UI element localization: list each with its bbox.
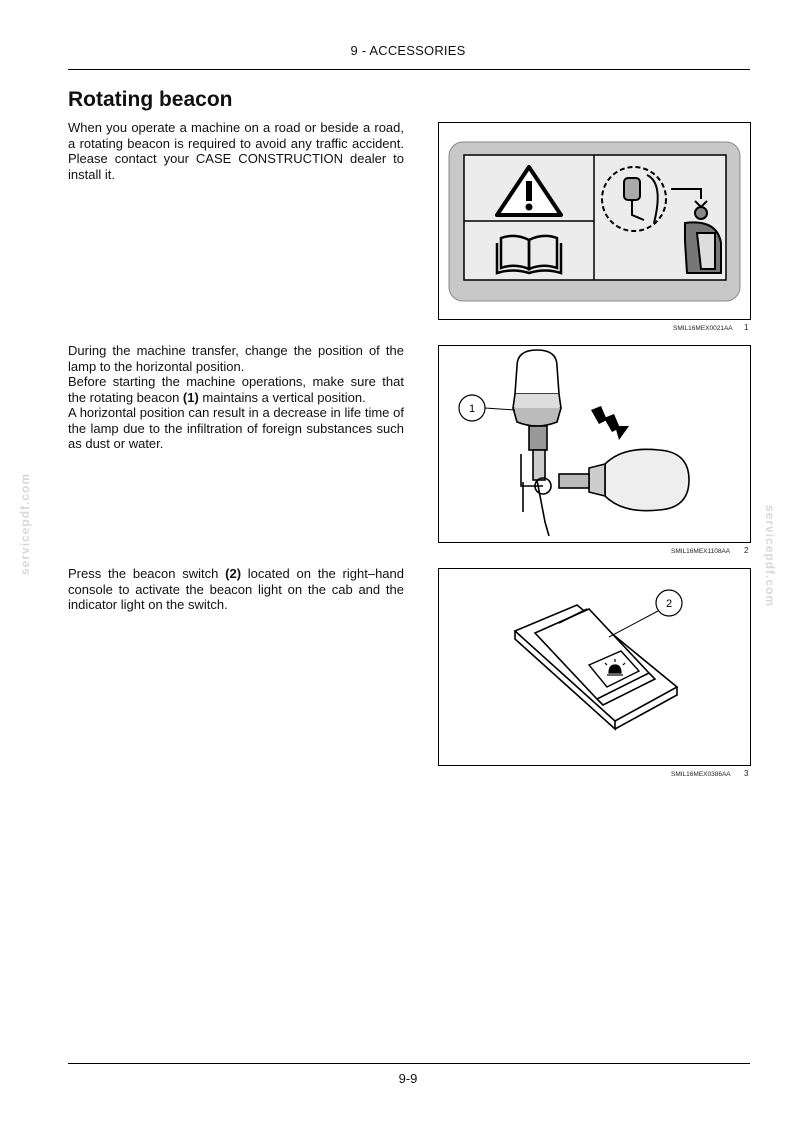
paragraph: Before starting the machine operations, make sure that the rotating beacon (1) maintains a vertical position. (68, 374, 404, 405)
watermark-left: servicepdf.com (18, 472, 32, 575)
paragraph: When you operate a machine on a road or beside a road, a rotating beacon is required to avoid any traffic accident. Please contact your CASE CONSTRUCTION dealer to install it. (68, 120, 404, 182)
figure-2-number: 2 (744, 546, 749, 555)
header-rule (68, 69, 750, 70)
section-2-text (68, 343, 404, 452)
figure-2-code: SMIL16MEX1108AA (671, 548, 731, 555)
beacon-switch-illustration (439, 569, 750, 765)
figure-1 (438, 122, 751, 320)
figure-1-code: SMIL16MEX0021AA (673, 325, 733, 332)
figure-3-number: 3 (744, 769, 749, 778)
figure-3 (438, 568, 751, 766)
footer-rule (68, 1063, 750, 1064)
paragraph: During the machine transfer, change the position of the lamp to the horizontal position. (68, 343, 404, 374)
figure-2 (438, 345, 751, 543)
callout-reference: (2) (225, 566, 242, 581)
figure-3-code: SMIL16MEX0386AA (671, 771, 731, 778)
section-1-text (68, 120, 404, 182)
section-header: 9 - ACCESSORIES (350, 43, 466, 58)
paragraph: Press the beacon switch (2) located on the right–hand console to activate the beacon light on the cab and the indicator light on the switch. (68, 566, 404, 612)
callout-1-label: 1 (468, 403, 476, 415)
paragraph: A horizontal position can result in a decrease in life time of the lamp due to the infiltration of foreign substances such as dust or water. (68, 405, 404, 451)
page-number: 9-9 (398, 1071, 418, 1086)
beacon-position-illustration (439, 346, 750, 542)
watermark-right: servicepdf.com (763, 505, 777, 608)
page-title: Rotating beacon (68, 88, 233, 111)
figure-1-number: 1 (744, 323, 749, 332)
callout-reference: (1) (182, 389, 199, 405)
motion-arrow-icon (591, 406, 629, 440)
warning-decal-illustration (439, 123, 750, 319)
callout-2-label: 2 (665, 598, 673, 610)
section-3-text (68, 566, 404, 613)
